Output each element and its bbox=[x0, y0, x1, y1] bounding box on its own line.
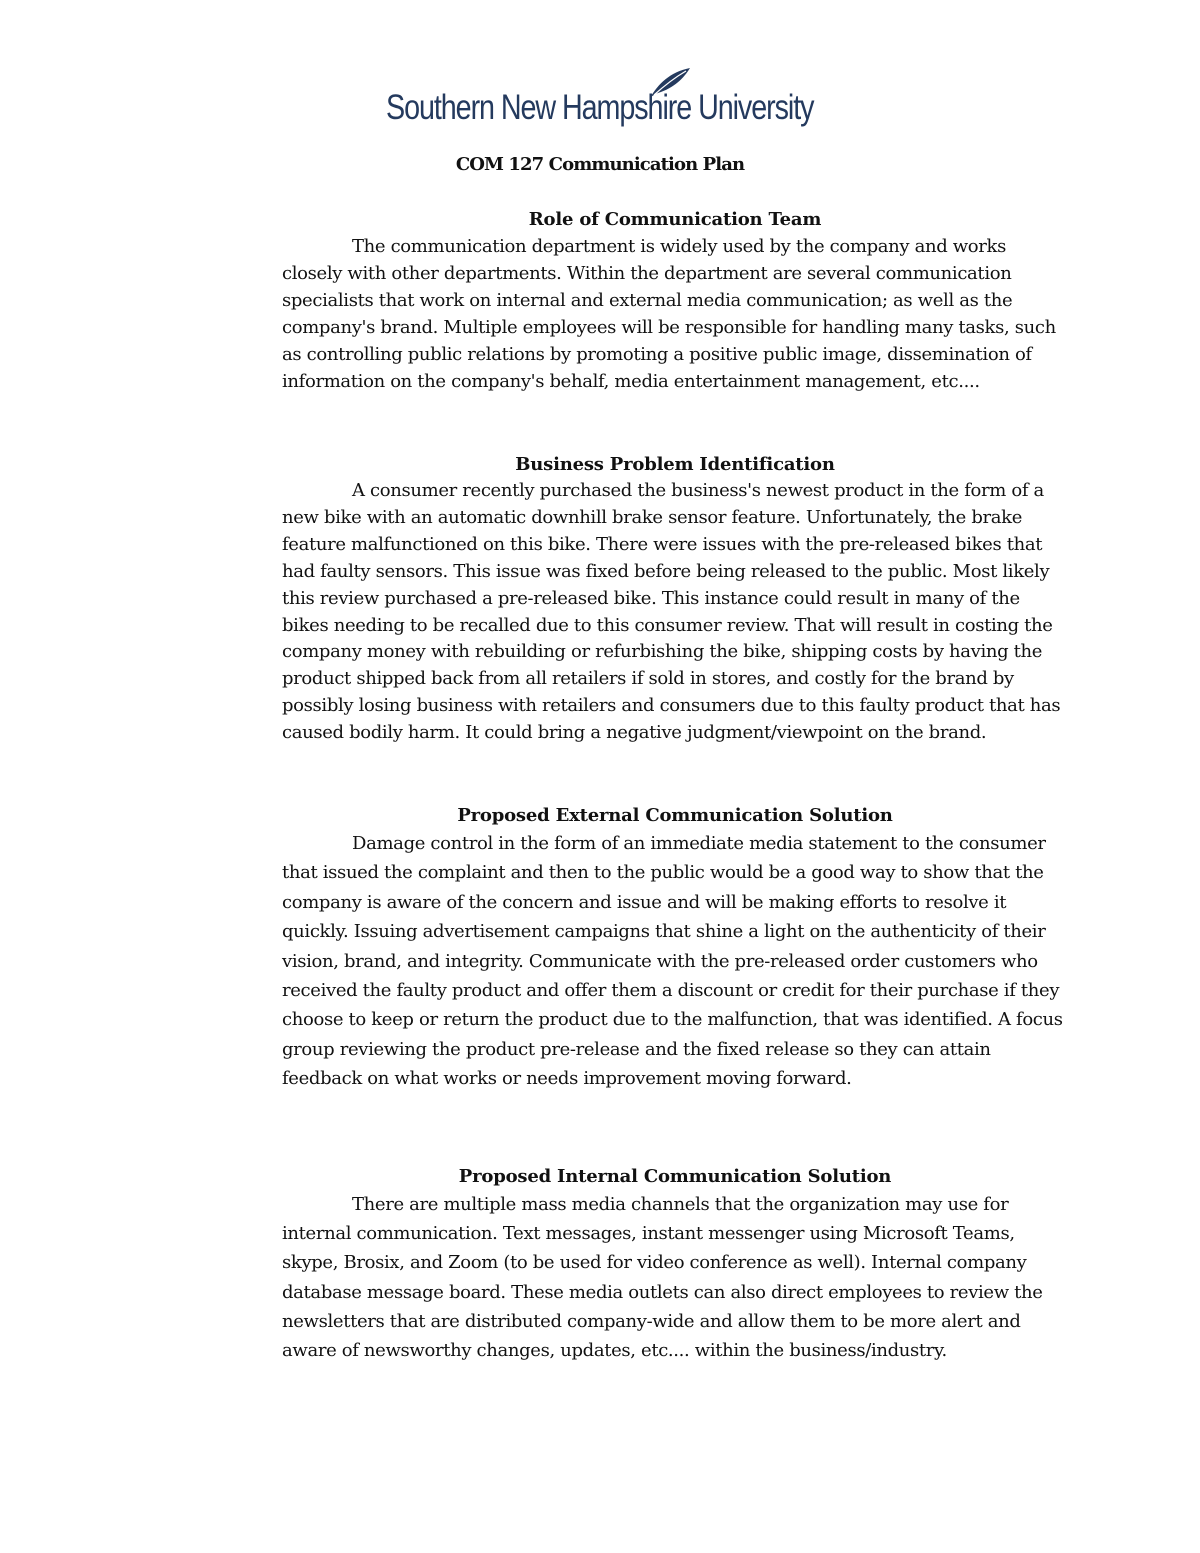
section-body: A consumer recently purchased the business's newest product in the form of a new bike with an automatic downhill brake sensor feature. Unfortunately, the brake feature malfunctioned on this bike. There were issues with the pre-released bikes that had faulty sensors. This issue was fixed before being released to the public. Most likely this review purchased a pre-released bike. This instance could result in many of the bikes needing to be recalled due to this consumer review. That will result in costing the company money with rebuilding or refurbishing the bike, shipping costs by having the product shipped back from all retailers if sold in stores, and costly for the brand by possibly losing business with retailers and consumers due to this faulty product that has caused bodily harm. It could bring a negative judgment/viewpoint on the brand. bbox=[282, 480, 1061, 744]
section-body: Damage control in the form of an immediate media statement to the consumer that issued the complaint and then to the public would be a good way to show that the company is aware of the concern and issue and will be making efforts to resolve it quickly. Issuing advertisement campaigns that shine a light on the authenticity of their vision, brand, and integrity. Communicate with the pre-released order customers who received the faulty product and offer them a discount or credit for their purchase if they choose to keep or return the product due to the malfunction, that was identified. A focus group reviewing the product pre-release and the fixed release so they can attain feedback on what works or needs improvement moving forward. bbox=[282, 833, 1063, 1090]
section-body: There are multiple mass media channels that the organization may use for internal communication. Text messages, instant messenger using Microsoft Teams, skype, Brosix, and Zoom (to be used for video conference as well). Internal company database message board. These media outlets can also direct employees to review the newsletters that are distributed company-wide and allow them to be more alert and aware of newsworthy changes, updates, etc.... within the business/industry. bbox=[282, 1194, 1043, 1362]
section-body: The communication department is widely used by the company and works closely with other departments. Within the department are several communication specialists that work on internal and external media communication; as well as the company's brand. Multiple employees will be responsible for handling many tasks, such as controlling public relations by promoting a positive public image, dissemination of information on the company's behalf, media entertainment management, etc.... bbox=[282, 236, 1056, 392]
document-title: COM 127 Communication Plan bbox=[455, 154, 745, 175]
logo-wordmark: Southern New Hampshire University bbox=[386, 88, 814, 127]
section-role bbox=[282, 207, 1068, 395]
section-problem bbox=[282, 452, 1068, 747]
section-heading: Business Problem Identification bbox=[515, 454, 835, 475]
university-logo bbox=[386, 66, 816, 138]
section-heading: Proposed External Communication Solution bbox=[457, 805, 893, 826]
section-heading: Role of Communication Team bbox=[528, 209, 822, 230]
section-external-solution bbox=[282, 803, 1068, 1094]
section-internal-solution bbox=[282, 1164, 1068, 1365]
section-heading: Proposed Internal Communication Solution bbox=[458, 1166, 892, 1187]
